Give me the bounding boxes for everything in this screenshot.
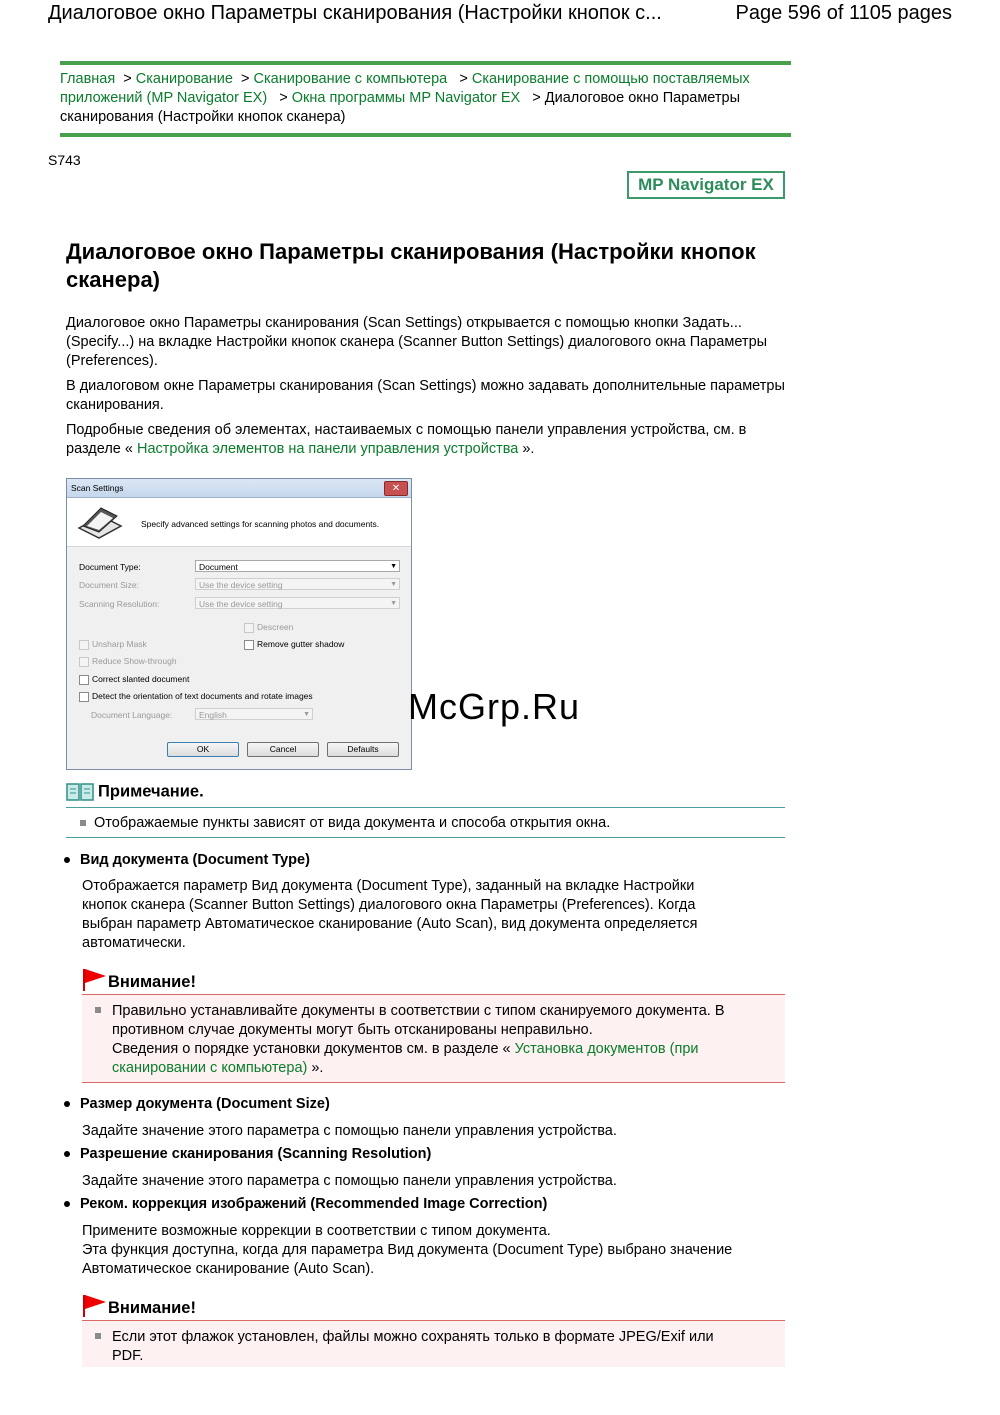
bullet-icon [64,1201,70,1207]
doc-size-heading [64,1096,330,1112]
close-icon[interactable]: ✕ [384,481,408,496]
document-language-select[interactable] [195,708,313,720]
reduce-show-through-label: Reduce Show-through [92,656,177,666]
breadcrumb-separator: > [271,90,292,106]
breadcrumb-home-link[interactable]: Главная [60,71,116,87]
warning-text-2-end: ». [307,1060,324,1076]
mp-navigator-logo: MP Navigator EX [627,171,785,199]
breadcrumb-computer-scan-link[interactable]: Сканирование с компьютера [253,71,448,87]
unsharp-mask-label: Unsharp Mask [92,639,147,649]
ok-button[interactable]: OK [167,742,239,757]
warning-title: Внимание! [108,973,196,991]
detect-orientation-checkbox[interactable] [79,691,313,702]
document-placement-link[interactable]: Установка документов (при сканировании с компьютера) [112,1041,699,1076]
breadcrumb-scanning-link[interactable]: Сканирование [135,71,233,87]
page-header-title: Диалоговое окно Параметры сканирования (Настройки кнопок с... [48,2,662,24]
detect-orientation-label: Detect the orientation of text documents and rotate images [92,691,313,701]
book-icon [66,782,94,802]
correction-text-2: Эта функция доступна, когда для параметра Вид документа (Document Type) выбрано значение Автоматическое сканирование (Auto Scan). [82,1242,733,1277]
chevron-down-icon: ▼ [390,563,397,570]
note-text: Отображаемые пункты зависят от вида документа и способа открытия окна. [94,815,611,831]
correct-slanted-checkbox[interactable] [79,674,189,685]
divider [66,807,785,808]
document-language-label: Document Language: [91,710,173,720]
scan-settings-dialog [66,478,412,770]
document-type-select[interactable] [195,560,400,572]
breadcrumb-apps-link[interactable]: Сканирование с помощью поставляемых приложений (MP Navigator EX) [60,71,750,106]
descreen-label: Descreen [257,622,294,632]
dialog-titlebar [67,479,411,498]
intro-text: Подробные сведения об элементах, настаиваемых с помощью панели управления устройства, см. в разделе « [66,422,747,457]
breadcrumb-current: Диалоговое окно Параметры сканирования (Настройки кнопок сканера) [60,90,741,125]
chevron-down-icon: ▼ [390,600,397,607]
bullet-icon [64,857,70,863]
descreen-checkbox[interactable] [244,622,293,633]
checkbox-icon [79,692,89,702]
resolution-value: Use the device setting [199,599,283,609]
chevron-down-icon: ▼ [303,711,310,718]
doc-type-text: Отображается параметр Вид документа (Document Type), заданный на вкладке Настройки кнопок сканера (Scanner Button Settings) диалогового окна Параметры (Preferences). Когда выбран параметр Автоматическое сканирование (Auto Scan), вид документа определяется автоматически. [82,878,698,951]
unsharp-mask-checkbox[interactable] [79,639,147,650]
resolution-text: Задайте значение этого параметра с помощью панели управления устройства. [82,1173,617,1189]
breadcrumb-separator: > [237,71,254,87]
watermark: McGrp.Ru [408,686,581,727]
document-size-select[interactable] [195,578,400,590]
red-flag-icon [82,1294,108,1318]
checkbox-icon [79,675,89,685]
checkbox-icon [79,657,89,667]
bullet-icon [64,1101,70,1107]
doc-type-heading [64,852,310,868]
intro-paragraph-3 [66,421,786,459]
checkbox-icon [244,623,254,633]
dialog-header [67,498,411,547]
warning2-text: Если этот флажок установлен, файлы можно сохранять только в формате JPEG/Exif или PDF. [112,1329,714,1364]
correction-text-1: Примените возможные коррекции в соответствии с типом документа. [82,1223,551,1239]
intro-paragraph-2: В диалоговом окне Параметры сканирования (Scan Settings) можно задавать дополнительные параметры сканирования. [66,378,785,413]
warning-text-2 [112,1040,772,1078]
doc-size-heading-text: Размер документа (Document Size) [80,1096,330,1112]
document-size-label: Document Size: [79,580,139,590]
remove-gutter-checkbox[interactable] [244,639,344,650]
breadcrumb-separator: > [451,71,472,87]
note-heading [66,782,204,802]
resolution-heading-text: Разрешение сканирования (Scanning Resolution) [80,1146,432,1162]
page-title: Диалоговое окно Параметры сканирования (Настройки кнопок сканера) [66,239,756,292]
breadcrumb-separator: > [524,90,545,106]
scanner-icon [77,506,123,540]
warning-title-2: Внимание! [108,1299,196,1317]
breadcrumb-windows-link[interactable]: Окна программы MP Navigator EX [291,90,521,106]
defaults-button[interactable]: Defaults [327,742,399,757]
doc-type-heading-text: Вид документа (Document Type) [80,852,310,868]
remove-gutter-label: Remove gutter shadow [257,639,345,649]
red-flag-icon [82,968,108,992]
control-panel-link[interactable]: Настройка элементов на панели управления устройства [137,441,519,457]
square-bullet-icon [95,1333,101,1339]
note-title: Примечание. [98,782,204,801]
checkbox-icon [244,640,254,650]
warning-heading [82,968,196,992]
intro-text-end: ». [518,441,535,457]
checkbox-icon [79,640,89,650]
warning-text-1: Правильно устанавливайте документы в соответствии с типом сканируемого документа. В противном случае документы могут быть отсканированы неправильно. [112,1003,725,1038]
page-counter: Page 596 of 1105 pages [735,2,952,24]
reduce-show-through-checkbox[interactable] [79,656,177,667]
chevron-down-icon: ▼ [390,581,397,588]
correction-heading-text: Реком. коррекция изображений (Recommended Image Correction) [80,1196,548,1212]
doc-size-text: Задайте значение этого параметра с помощью панели управления устройства. [82,1123,617,1139]
divider [66,837,785,838]
square-bullet-icon [80,820,86,826]
resolution-select[interactable] [195,597,400,609]
dialog-description: Specify advanced settings for scanning photos and documents. [141,519,380,529]
intro-paragraph-1: Диалоговое окно Параметры сканирования (Scan Settings) открывается с помощью кнопки Задать... (Specify...) на вкладке Настройки кнопок сканера (Scanner Button Settings) диалогового окна Параметры (Preferences). [66,315,768,369]
correct-slanted-label: Correct slanted document [92,674,190,684]
resolution-heading [64,1146,431,1162]
dialog-title: Scan Settings [71,483,124,493]
cancel-button[interactable]: Cancel [247,742,319,757]
document-size-value: Use the device setting [199,580,283,590]
bullet-icon [64,1151,70,1157]
warning-text-2-start: Сведения о порядке установки документов см. в разделе « [112,1041,515,1057]
correction-heading [64,1196,547,1212]
document-type-value: Document [199,562,238,572]
resolution-label: Scanning Resolution: [79,599,160,609]
breadcrumb-separator: > [119,71,136,87]
note-item [80,815,610,831]
warning-heading [82,1294,196,1318]
document-language-value: English [199,710,227,720]
document-type-label: Document Type: [79,562,141,572]
breadcrumb [60,61,791,137]
document-code: S743 [48,152,81,168]
square-bullet-icon [95,1007,101,1013]
